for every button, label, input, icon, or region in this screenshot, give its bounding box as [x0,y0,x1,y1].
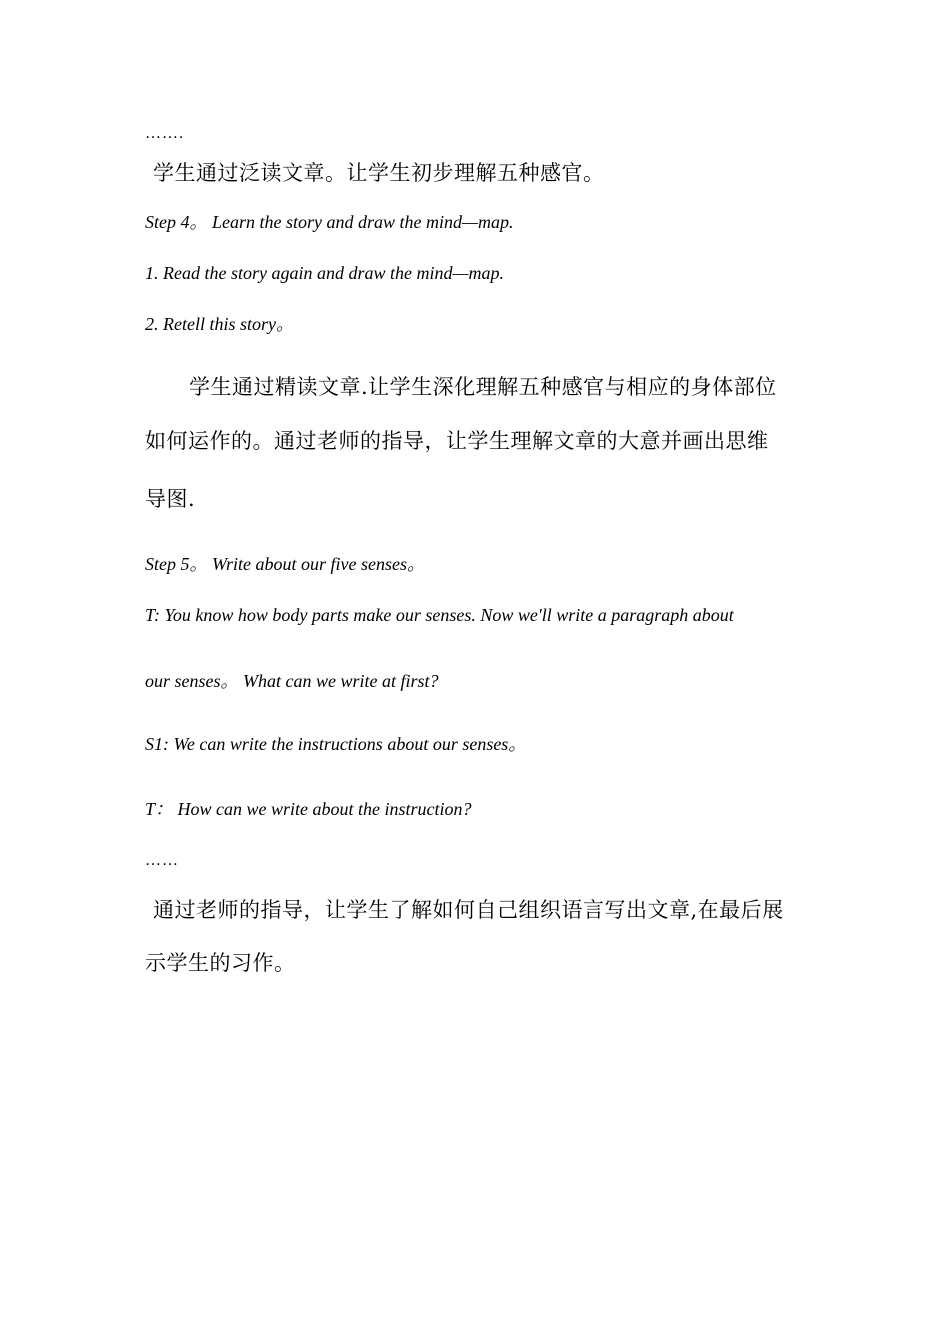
paragraph-extensive-reading: 学生通过泛读文章。让学生初步理解五种感官。 [153,161,605,185]
teacher-line-1: T: You know how body parts make our senses. Now we'll write a paragraph about [145,605,734,625]
paragraph-intensive-reading-line-2: 如何运作的。通过老师的指导，让学生理解文章的大意并画出思维 [145,429,769,453]
student-line-1: S1: We can write the instructions about our senses。 [145,734,527,754]
teacher-line-2: our senses。 What can we write at first? [145,671,439,691]
step-4-item-2: 2. Retell this story。 [145,314,294,334]
paragraph-writing-guidance-line-2: 示学生的习作。 [145,951,296,975]
teacher-line-3: T： How can we write about the instruction? [145,799,472,819]
paragraph-writing-guidance-line-1: 通过老师的指导，让学生了解如何自己组织语言写出文章,在最后展 [153,898,784,922]
paragraph-intensive-reading-line-3: 导图. [145,487,196,511]
ellipsis-bottom: …… [145,852,179,869]
step-5-heading: Step 5。 Write about our five senses。 [145,554,425,574]
ellipsis-top: ……. [145,125,184,142]
paragraph-intensive-reading-line-1: 学生通过精读文章.让学生深化理解五种感官与相应的身体部位 [189,375,777,399]
step-4-item-1: 1. Read the story again and draw the mind—map. [145,263,504,283]
step-4-heading: Step 4。 Learn the story and draw the mind—map. [145,212,514,232]
